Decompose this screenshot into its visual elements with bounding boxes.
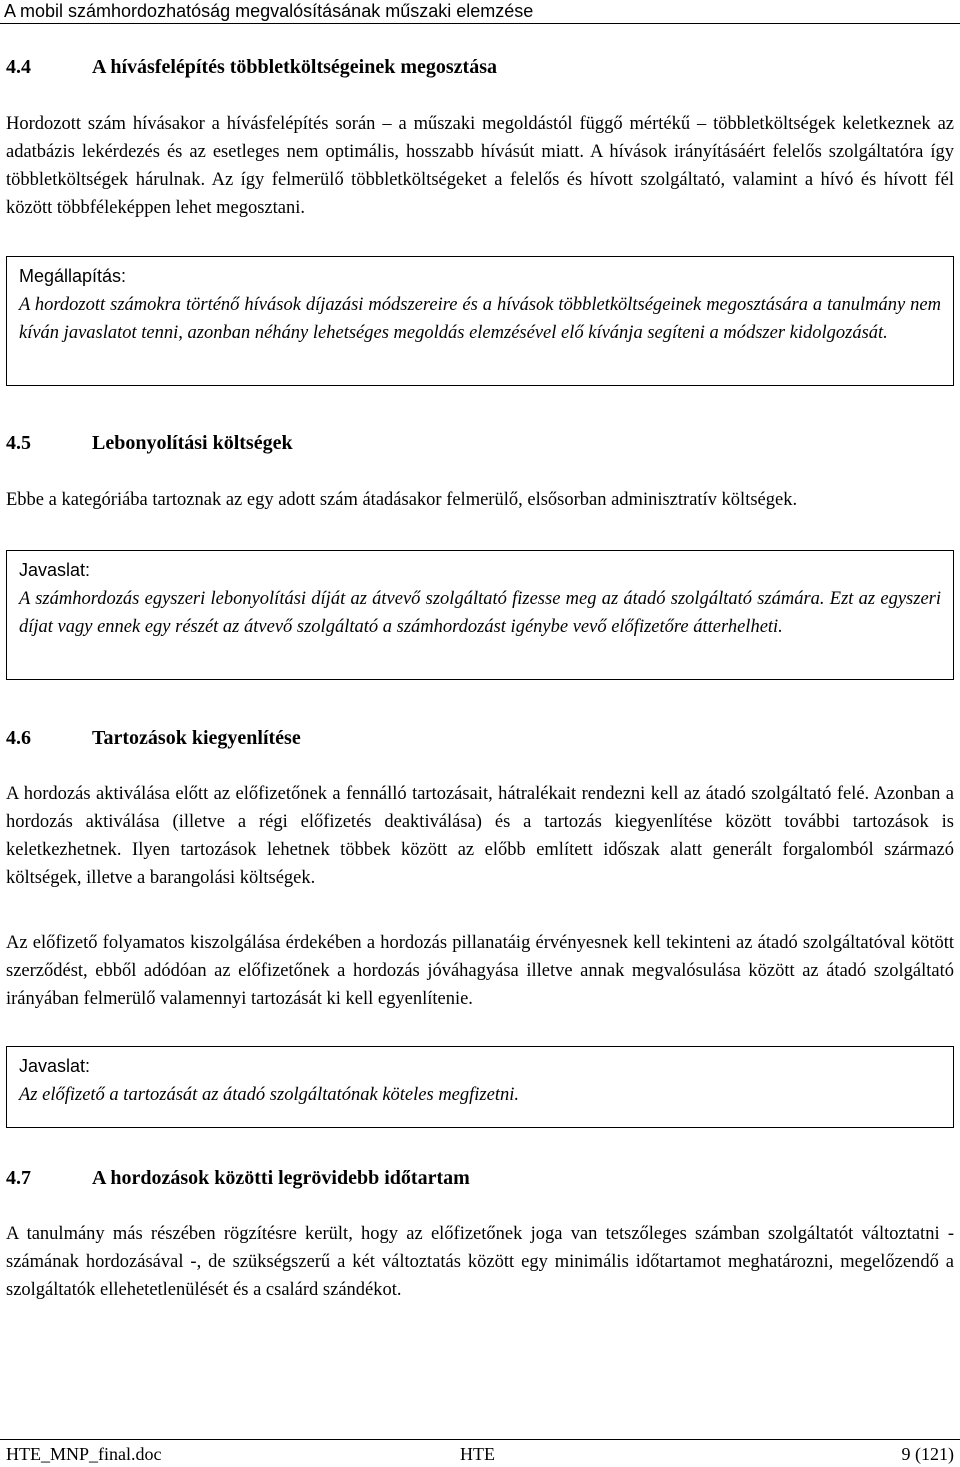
- section-heading-4-6: [6, 725, 301, 751]
- page-number: 9 (121): [901, 1444, 954, 1464]
- section-title: A hordozások közötti legrövidebb időtartam: [92, 1167, 470, 1189]
- document-title: A mobil számhordozhatóság megvalósításának műszaki elemzése: [4, 1, 534, 21]
- box-text: A számhordozás egyszeri lebonyolítási díját az átvevő szolgáltató fizesse meg az átadó szolgáltató számára. Ezt az egyszeri díjat vagy ennek egy részét az átvevő szolgáltató a számhordozást igénybe vevő előfizetőre átterhelheti.: [19, 589, 941, 637]
- section-number: 4.7: [6, 1167, 31, 1189]
- proposal-box: [6, 550, 954, 680]
- box-label: Megállapítás:: [19, 266, 127, 286]
- section-title: Tartozások kiegyenlítése: [92, 727, 301, 749]
- box-text: Az előfizető a tartozását az átadó szolgáltatónak köteles megfizetni.: [19, 1085, 519, 1105]
- footer-filename: HTE_MNP_final.doc: [6, 1444, 162, 1464]
- paragraph: A tanulmány más részében rögzítésre került, hogy az előfizetőnek joga van tetszőleges számban szolgáltatót változtatni - számának hordozásával -, de szükségszerű a két változtatás között egy minimális időtartamot meghatározni, megelőzendő a szolgáltatók ellehetetlenülését és a csalárd szándékot.: [6, 1224, 954, 1300]
- box-label: Javaslat:: [19, 560, 91, 580]
- paragraph: A hordozás aktiválása előtt az előfizetőnek a fennálló tartozásait, hátralékait rendezni kell az átadó szolgáltató felé. Azonban a hordozás aktiválása (illetve a régi előfizetés deaktiválása) és a tartozás kiegyenlítése között további tartozások is keletkezhetnek. Ilyen tartozások lehetnek többek között az előbb említett időszak alatt generált forgalomból származó költségek, illetve a barangolási költségek.: [6, 784, 954, 888]
- section-number: 4.6: [6, 727, 31, 749]
- paragraph: Az előfizető folyamatos kiszolgálása érdekében a hordozás pillanatáig érvényesnek kell tekinteni az átadó szolgáltatóval kötött szerződést, ebből adódóan az előfizetőnek a hordozás jóváhagyása illetve annak megvalósulása között az átadó szolgáltató irányában felmerülő valamennyi tartozását ki kell egyenlítenie.: [6, 933, 954, 1009]
- proposal-box: [6, 1046, 954, 1128]
- paragraph: Hordozott szám hívásakor a hívásfelépítés során – a műszaki megoldástól függő mértékű – többletköltségek keletkeznek az adatbázis lekérdezés és az esetleges nem optimális, hosszabb hívásút miatt. A hívások irányításáért felelős szolgáltatóra így többletköltségek hárulnak. Az így felmerülő többletköltségeket a felelős és hívott szolgáltató, valamint a hívó és hívott fél között többféleképpen lehet megosztani.: [6, 114, 954, 218]
- section-heading-4-5: [6, 430, 293, 456]
- footer-organization: HTE: [460, 1444, 495, 1464]
- page-header: [0, 0, 960, 24]
- section-number: 4.4: [6, 56, 31, 78]
- paragraph: Ebbe a kategóriába tartoznak az egy adott szám átadásakor felmerülő, elsősorban adminisztratív költségek.: [6, 490, 798, 510]
- section-heading-4-7: [6, 1165, 470, 1191]
- section-title: Lebonyolítási költségek: [92, 432, 293, 454]
- box-label: Javaslat:: [19, 1056, 91, 1076]
- box-text: A hordozott számokra történő hívások díjazási módszereire és a hívások többletköltségeinek megosztására a tanulmány nem kíván javaslatot tenni, azonban néhány lehetséges megoldás elemzésével elő kívánja segíteni a módszer kidolgozását.: [19, 295, 941, 343]
- section-heading-4-4: [6, 54, 497, 80]
- section-number: 4.5: [6, 432, 31, 454]
- section-title: A hívásfelépítés többletköltségeinek megosztása: [92, 56, 497, 78]
- page-footer: [0, 1439, 960, 1467]
- finding-box: [6, 256, 954, 386]
